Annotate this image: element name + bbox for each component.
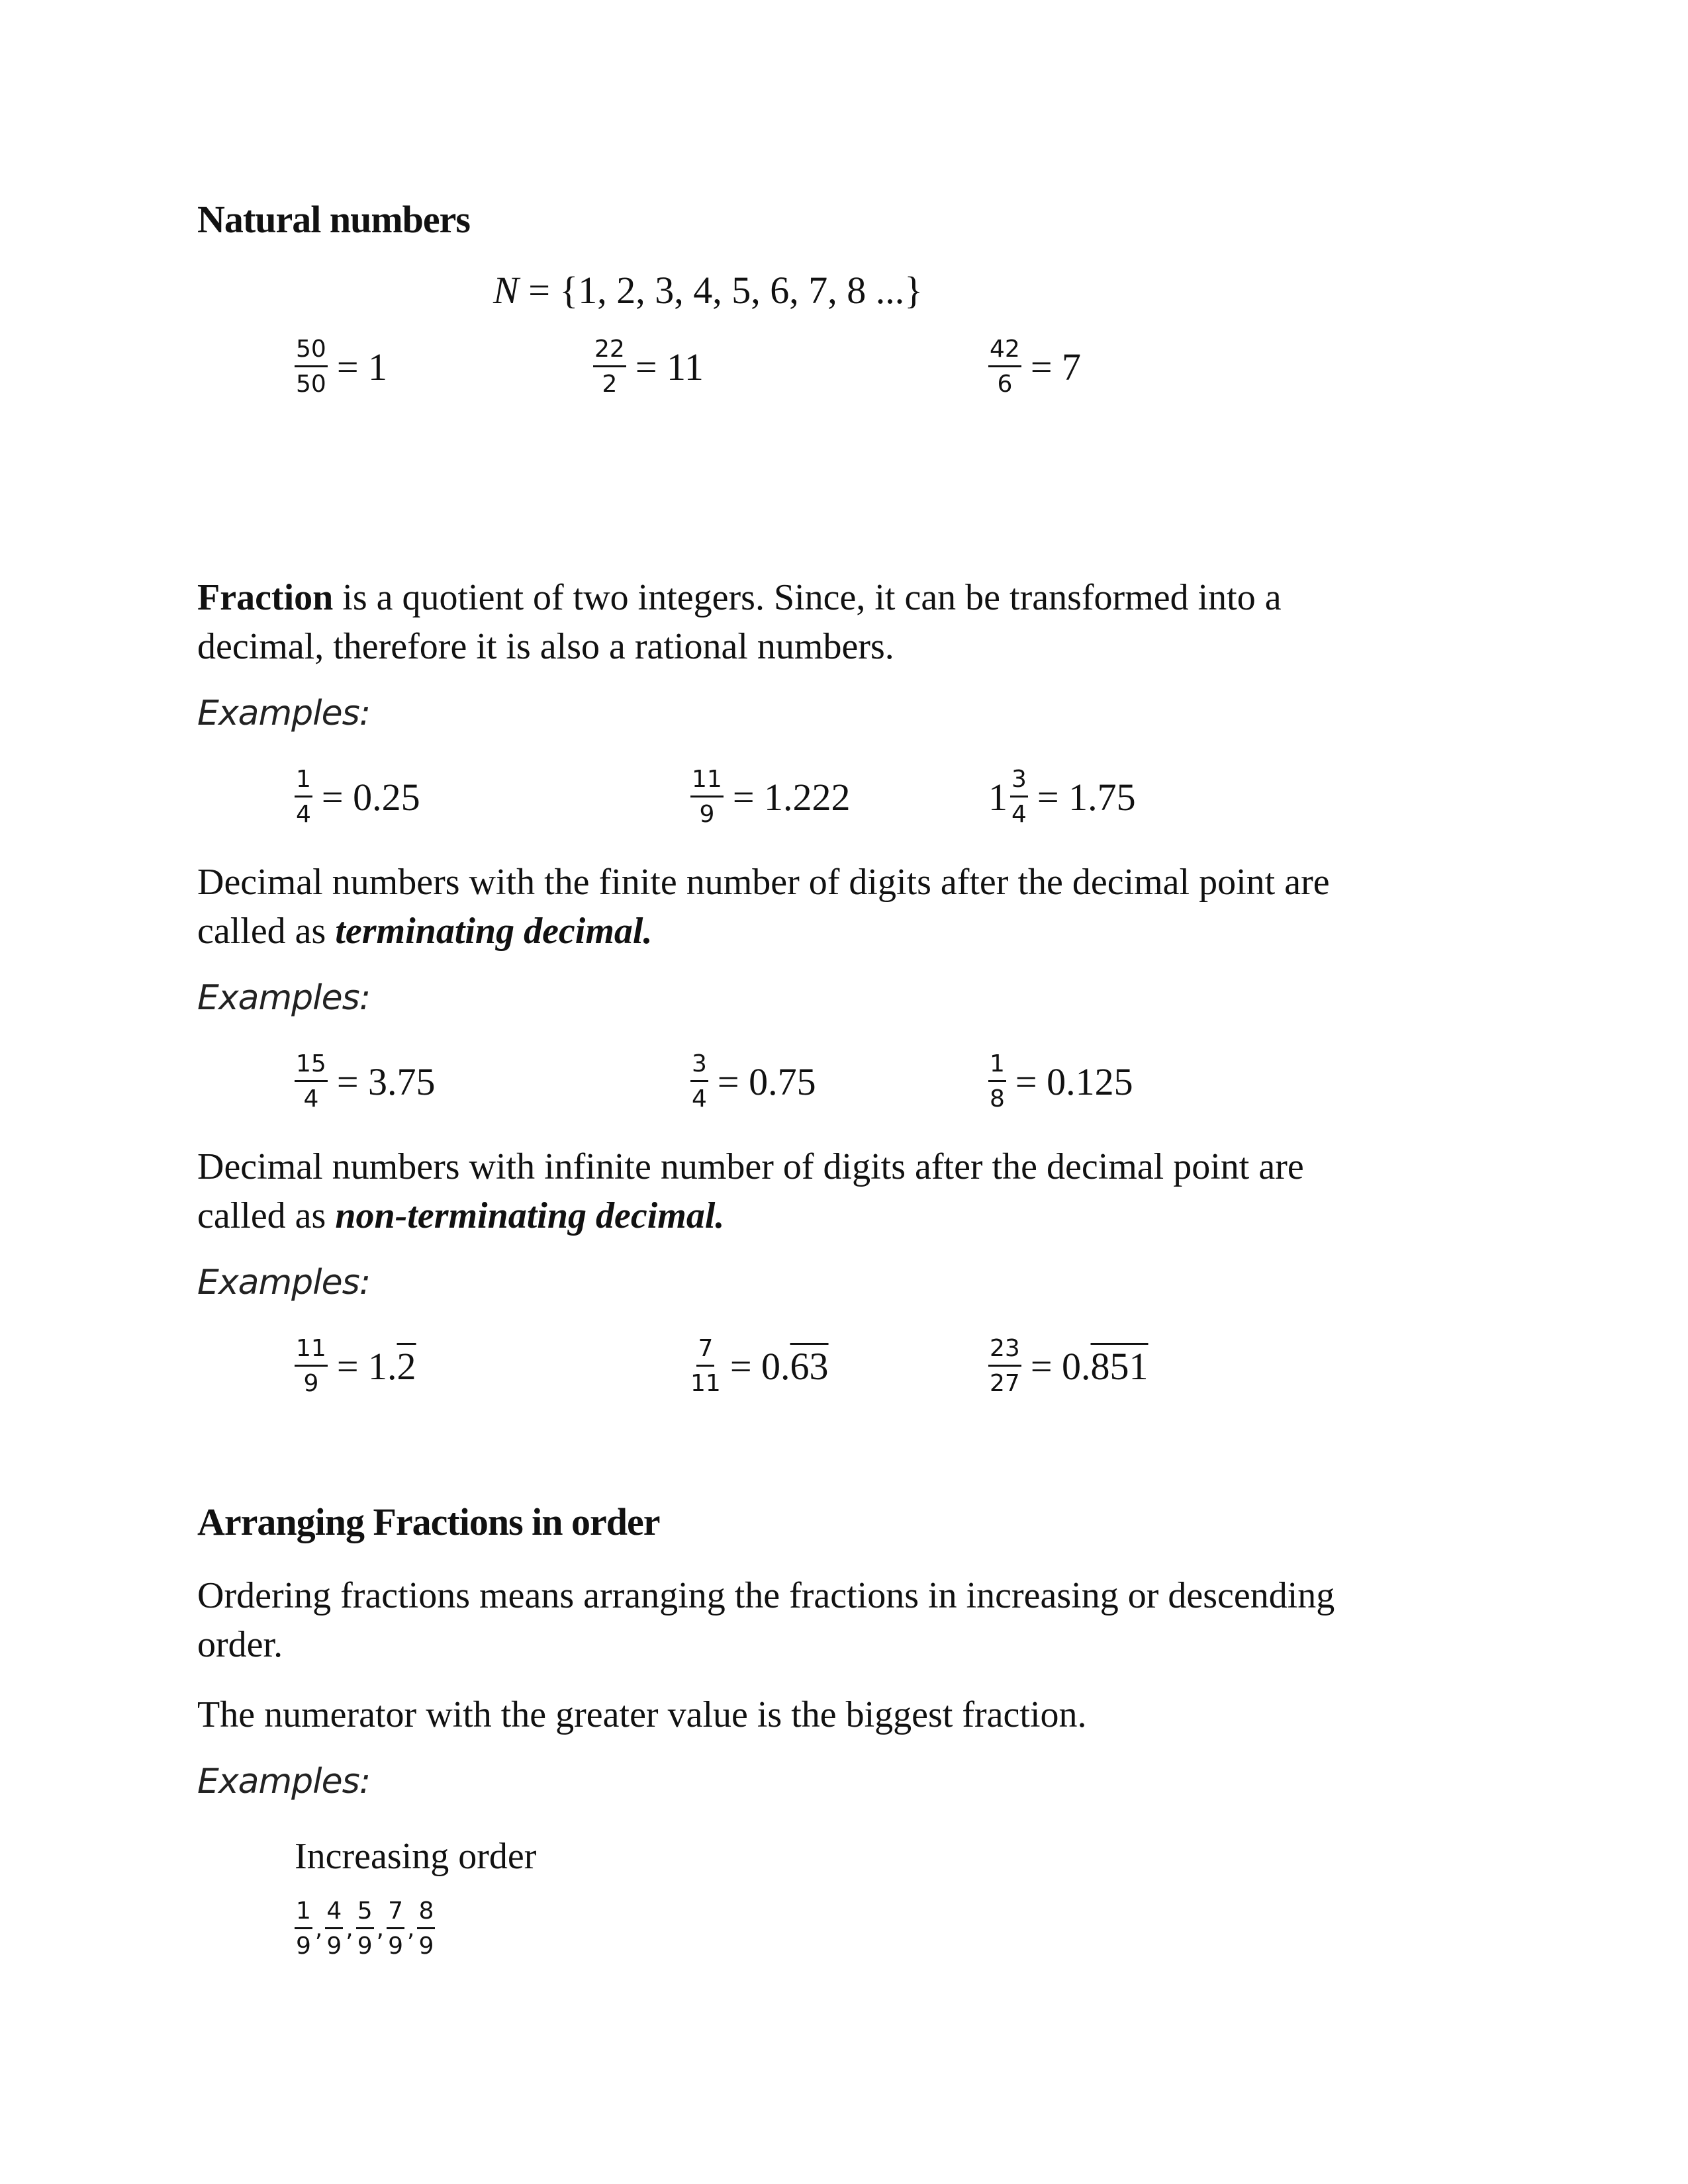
- equation-result: = 3.75: [336, 1060, 436, 1103]
- set-variable: N: [493, 269, 519, 312]
- fraction: $\frac{4}{9}$: [326, 1897, 342, 1960]
- nonterminating-example-3: [988, 1337, 1149, 1396]
- natural-example-1: [295, 338, 387, 396]
- equation-result: = 0.125: [1015, 1060, 1133, 1103]
- fraction: $\frac{22}{2}$: [594, 336, 625, 398]
- terminating-example-3: [988, 1052, 1133, 1111]
- equation-result: = 1.75: [1037, 776, 1136, 819]
- fraction: $\frac{3}{4}$: [1011, 766, 1027, 828]
- fraction: $\frac{1}{9}$: [296, 1897, 311, 1960]
- fraction: $\frac{23}{27}$: [990, 1335, 1020, 1397]
- repeating-digits: 63: [790, 1345, 829, 1388]
- examples-label: Examples:: [197, 694, 371, 733]
- fraction-term: Fraction: [197, 577, 334, 618]
- fraction: $\frac{7}{9}$: [388, 1897, 403, 1960]
- mixed-whole: 1: [988, 776, 1008, 819]
- increasing-order-list: [295, 1899, 435, 1958]
- fraction-example-3: [988, 768, 1136, 827]
- equation-result: = 1.: [336, 1345, 397, 1388]
- nonterminating-example-1: [295, 1337, 416, 1396]
- list-separator: ,: [314, 1915, 323, 1942]
- ordering-line-3: The numerator with the greater value is the biggest fraction.: [197, 1694, 1087, 1735]
- set-elements: = {1, 2, 3, 4, 5, 6, 7, 8 ...}: [518, 269, 923, 312]
- fraction: $\frac{15}{4}$: [296, 1050, 326, 1113]
- natural-set-expression: [493, 268, 923, 312]
- terminating-example-2: [690, 1052, 816, 1111]
- repeating-digits: 2: [397, 1345, 416, 1388]
- terminating-line-1: Decimal numbers with the finite number of digits after the decimal point are: [197, 862, 1330, 903]
- equation-result: = 0.25: [321, 776, 420, 819]
- fraction-definition-line-1: Fraction is a quotient of two integers. Since, it can be transformed into a: [197, 577, 1282, 618]
- equation-result: = 1.222: [732, 776, 851, 819]
- terminating-example-1: [295, 1052, 436, 1111]
- nonterminating-line-1: Decimal numbers with infinite number of digits after the decimal point are: [197, 1146, 1304, 1187]
- equation-result: = 1: [336, 345, 388, 388]
- fraction-definition-line-2: decimal, therefore it is also a rational numbers.: [197, 626, 894, 667]
- natural-example-2: [593, 338, 704, 396]
- fraction: $\frac{50}{50}$: [296, 336, 326, 398]
- natural-example-3: [988, 338, 1081, 396]
- equation-result: = 7: [1030, 345, 1082, 388]
- terminating-line-2: called as terminating decimal.: [197, 911, 653, 952]
- list-separator: ,: [346, 1915, 353, 1942]
- fraction-example-2: [690, 768, 851, 827]
- ordering-line-1: Ordering fractions means arranging the fractions in increasing or descending: [197, 1575, 1335, 1616]
- fraction: $\frac{3}{4}$: [692, 1050, 707, 1113]
- examples-label: Examples:: [197, 1762, 371, 1801]
- examples-label: Examples:: [197, 978, 371, 1018]
- fraction: $\frac{8}{9}$: [418, 1897, 434, 1960]
- nonterminating-line-2: called as non-terminating decimal.: [197, 1195, 725, 1236]
- examples-label: Examples:: [197, 1263, 371, 1302]
- ordering-heading: Arranging Fractions in order: [197, 1500, 660, 1543]
- nonterminating-example-2: [690, 1337, 829, 1396]
- equation-result: = 0.75: [717, 1060, 816, 1103]
- fraction: $\frac{5}{9}$: [357, 1897, 373, 1960]
- fraction-example-1: [295, 768, 420, 827]
- natural-numbers-heading: Natural numbers: [197, 198, 470, 241]
- equation-result: = 0.: [729, 1345, 790, 1388]
- fraction: $\frac{7}{11}$: [690, 1335, 721, 1397]
- list-separator: ,: [406, 1915, 415, 1942]
- increasing-order-heading: Increasing order: [295, 1836, 537, 1877]
- repeating-digits: 851: [1090, 1345, 1149, 1388]
- list-separator: ,: [376, 1915, 385, 1942]
- ordering-line-2: order.: [197, 1624, 283, 1665]
- equation-result: = 11: [635, 345, 704, 388]
- nonterminating-term: non-terminating decimal.: [335, 1195, 725, 1236]
- fraction: $\frac{11}{9}$: [692, 766, 722, 828]
- equation-result: = 0.: [1030, 1345, 1091, 1388]
- terminating-term: terminating decimal.: [335, 911, 653, 952]
- fraction: $\frac{11}{9}$: [296, 1335, 326, 1397]
- fraction: $\frac{1}{4}$: [296, 766, 311, 828]
- fraction: $\frac{42}{6}$: [990, 336, 1020, 398]
- fraction: $\frac{1}{8}$: [990, 1050, 1005, 1113]
